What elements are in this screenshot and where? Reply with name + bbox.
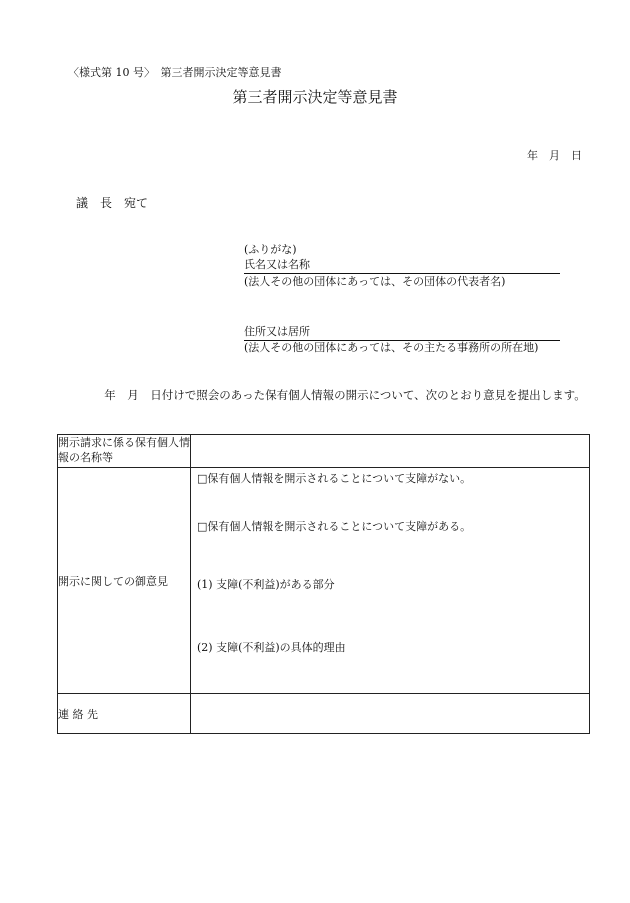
name-label: 氏名又は名称 — [244, 258, 310, 271]
contact-cell[interactable] — [191, 694, 590, 734]
option-no-issue[interactable]: □保有個人情報を開示されることについて支障がない。 — [197, 472, 472, 485]
address-note: (法人その他の団体にあっては、その主たる事務所の所在地) — [244, 341, 539, 354]
page-title: 第三者開示決定等意見書 — [232, 88, 398, 106]
opinion-table — [57, 434, 590, 734]
name-note: (法人その他の団体にあっては、その団体の代表者名) — [244, 275, 506, 288]
name-field[interactable] — [244, 256, 560, 274]
addressee: 議 長 宛て — [76, 196, 149, 210]
request-info-cell[interactable] — [191, 435, 590, 468]
request-info-label: 開示請求に係る保有個人情報の名称等 — [58, 435, 191, 468]
furigana-label: (ふりがな) — [244, 243, 297, 256]
item-affected-part: (1) 支障(不利益)がある部分 — [197, 578, 335, 591]
address-label: 住所又は居所 — [244, 325, 310, 338]
opinion-label: 開示に関しての御意見 — [58, 468, 191, 694]
contact-label: 連 絡 先 — [58, 694, 191, 734]
table-row — [58, 435, 590, 468]
table-row — [58, 468, 590, 694]
form-number-label: 〈様式第 10 号〉 第三者開示決定等意見書 — [68, 66, 282, 79]
opinion-cell[interactable] — [191, 468, 590, 694]
statement-text: 年 月 日付けで照会のあった保有個人情報の開示について、次のとおり意見を提出します。 — [104, 388, 586, 402]
date-line: 年 月 日 — [527, 149, 582, 162]
option-issue[interactable]: □保有個人情報を開示されることについて支障がある。 — [197, 520, 472, 533]
item-reason: (2) 支障(不利益)の具体的理由 — [197, 641, 346, 654]
table-row — [58, 694, 590, 734]
